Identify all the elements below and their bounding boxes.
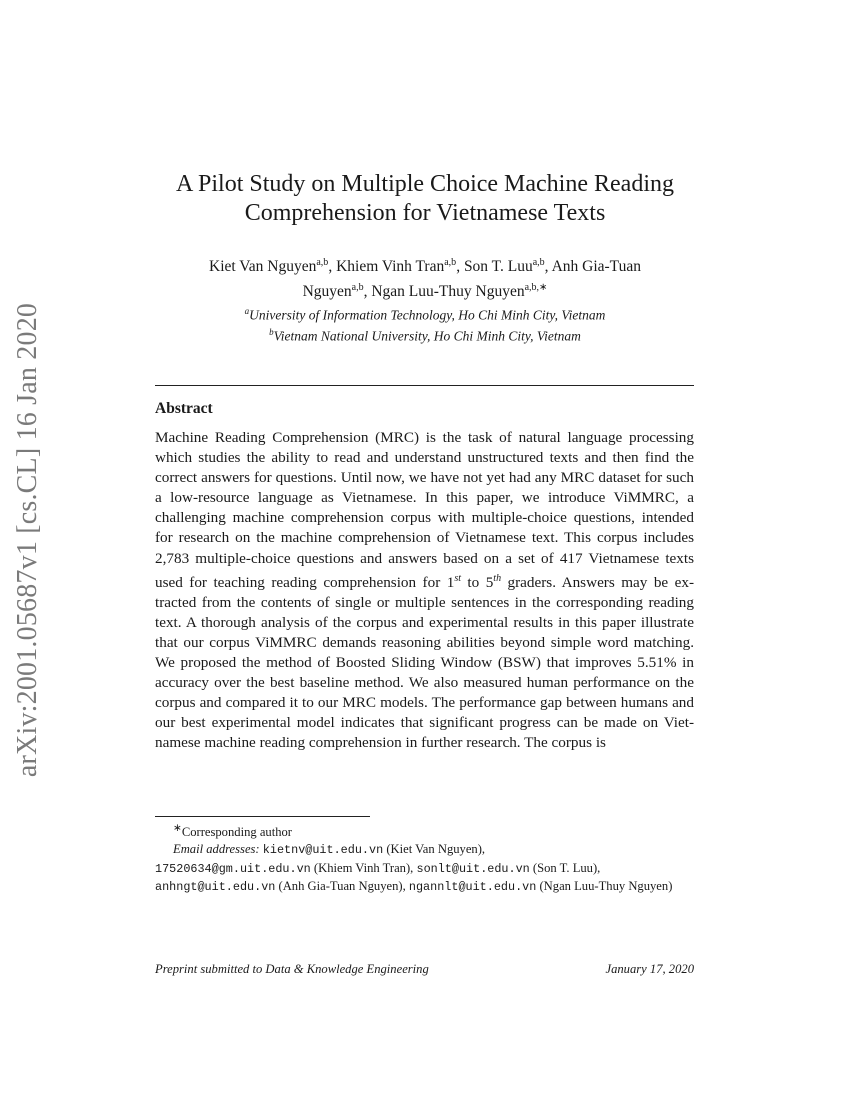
- paper-title: [155, 170, 695, 228]
- email-line-1: [155, 841, 695, 859]
- author-affil-mark: a,b,∗: [524, 282, 548, 294]
- affiliation-text: University of Information Technology, Ho Chi Minh City, Vietnam: [249, 307, 606, 323]
- footnote-mark: ∗: [173, 823, 182, 834]
- email-line-2: [155, 860, 695, 878]
- email-link[interactable]: anhngt@uit.edu.vn: [155, 879, 276, 894]
- affiliation-text: Vietnam National University, Ho Chi Minh City, Vietnam: [273, 328, 581, 343]
- ordinal-suffix: th: [493, 572, 502, 584]
- title-line-1: A Pilot Study on Multiple Choice Machine Reading: [176, 171, 674, 197]
- abstract-body: [155, 428, 694, 754]
- author-line-2: Nguyen$^{a,b}$, Ngan Luu-Thuy Nguyen$^{a,b,∗}$: [302, 282, 548, 301]
- author-name: Khiem Vinh Tran: [336, 258, 445, 276]
- abstract-text-part: Machine Reading Comprehension (MRC) is the task of natural language processing which studies the ability to read and understand unstructured texts and then find the correct answers for questions. Until now, we have not yet had any MRC dataset for such a low-resource language as Vietnamese. In this paper, we introduce ViMMRC, a challenging machine comprehension corpus with multiple-choice questions, intended for research on the machine comprehension of Vietnamese text. This corpus includes 2,783 multiple-choice questions and answers based on a set of 417 Vietnamese texts used for teaching reading comprehension for 1: [155, 429, 694, 591]
- arxiv-identifier: [2, 300, 54, 780]
- affiliation-b: [155, 324, 695, 345]
- footnotes: [155, 820, 695, 896]
- ordinal-suffix: st: [454, 572, 461, 584]
- header-rule: [155, 385, 694, 386]
- author-affil-mark: a,b: [444, 257, 457, 268]
- preprint-date: January 17, 2020: [605, 962, 694, 976]
- affiliation-mark: a: [244, 306, 250, 316]
- email-link[interactable]: sonlt@uit.edu.vn: [416, 861, 530, 876]
- abstract-text-part: to 5: [460, 573, 494, 591]
- email-owner: (Anh Gia-Tuan Nguyen),: [278, 878, 406, 893]
- author-list: [155, 252, 695, 302]
- author-affil-mark: a,b: [351, 282, 364, 294]
- affiliation-a: [155, 303, 695, 324]
- footnote-rule: [155, 816, 370, 817]
- email-link[interactable]: 17520634@gm.uit.edu.vn: [155, 861, 311, 876]
- author-affil-mark: a,b: [532, 257, 545, 268]
- author-affil-mark: a,b: [316, 257, 329, 268]
- affiliation-mark: b: [269, 326, 274, 337]
- author-line-1: Kiet Van Nguyen$^{a,b}$, Khiem Vinh Tran$^{a,b}$, Son T. Luu$^{a,b}$, Anh Gia-Tuan: [209, 257, 641, 276]
- email-owner: (Khiem Vinh Tran),: [313, 860, 414, 875]
- author-name: Kiet Van Nguyen: [209, 258, 317, 276]
- affiliations: [155, 303, 695, 344]
- title-line-2: Comprehension for Vietnamese Texts: [244, 200, 606, 226]
- email-link[interactable]: kietnv@uit.edu.vn: [262, 843, 384, 858]
- corresponding-author-note: [155, 820, 695, 841]
- email-label: Email addresses:: [173, 842, 260, 857]
- email-link[interactable]: ngannlt@uit.edu.vn: [408, 879, 537, 894]
- author-name: Son T. Luu: [463, 258, 533, 276]
- abstract-heading: Abstract: [155, 400, 213, 417]
- author-name: Ngan Luu-Thuy Nguyen: [371, 283, 525, 301]
- arxiv-id-text: arXiv:2001.05687v1 [cs.CL] 16 Jan 2020: [12, 302, 43, 778]
- email-owner: (Kiet Van Nguyen),: [386, 842, 486, 857]
- author-name-part: Nguyen: [302, 283, 352, 301]
- author-name-part: Anh Gia-Tuan: [551, 258, 641, 276]
- email-owner: (Son T. Luu),: [532, 860, 601, 875]
- corresponding-author-text: Corresponding author: [181, 825, 292, 840]
- preprint-note: Preprint submitted to Data & Knowledge Engineering: [155, 962, 429, 976]
- email-owner: (Ngan Luu-Thuy Nguyen): [539, 878, 673, 893]
- abstract-text-part: graders. Answers may be extracted from the contents of single or multiple sentences in the corresponding reading text. A thorough analysis of the corpus and experimental results in this paper illustrate that our corpus ViMMRC demands reasoning abilities beyond simple word matching. We proposed the method of Boosted Sliding Window (BSW) that improves 5.51% in accuracy over the best baseline method. We also measured human performance on the corpus and compared it to our MRC models. The performance gap between humans and our best experimental model indicates that significant progress can be made on Vietnamese machine reading comprehension in further research. The corpus is: [155, 573, 694, 752]
- email-line-3: [155, 878, 695, 896]
